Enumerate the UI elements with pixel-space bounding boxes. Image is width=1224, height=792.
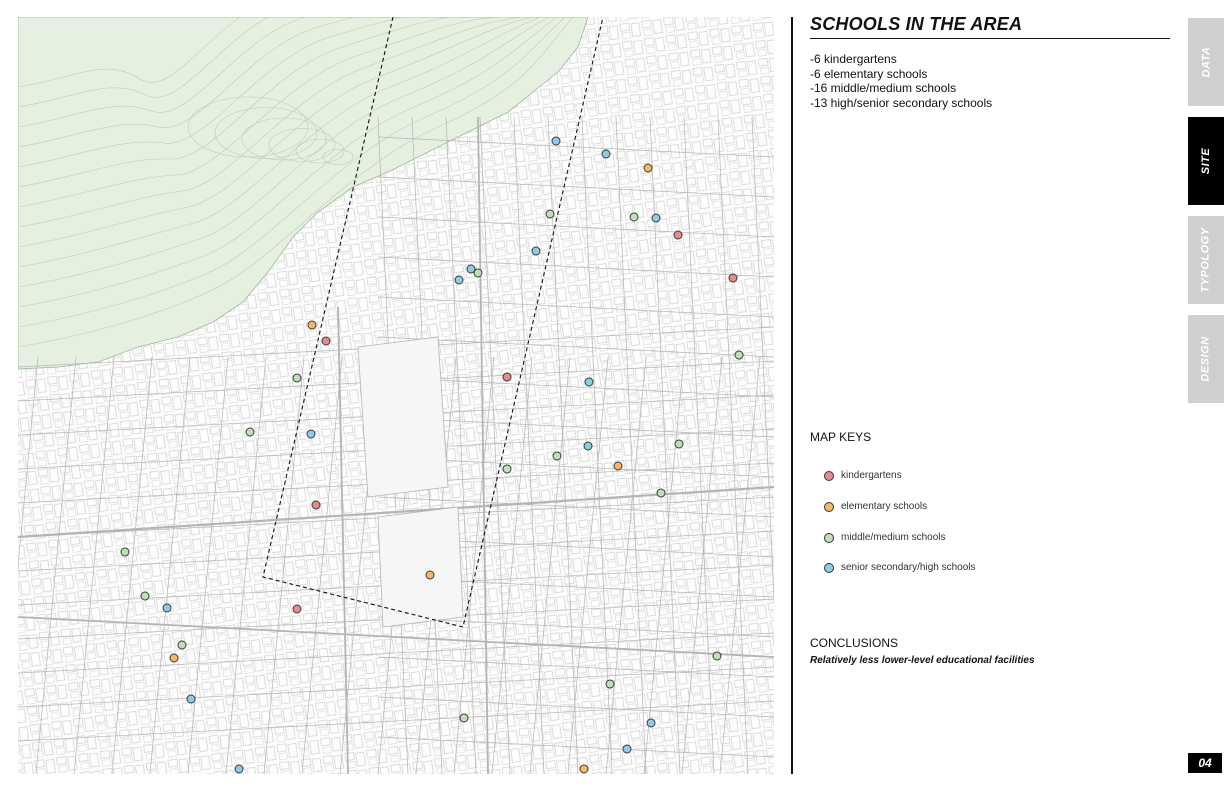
site-map[interactable] xyxy=(18,17,774,774)
middle-school-marker[interactable] xyxy=(630,213,638,221)
school-stats xyxy=(810,52,992,110)
high-school-dot-icon xyxy=(824,563,834,573)
elementary-school-marker[interactable] xyxy=(308,321,316,329)
middle-school-marker[interactable] xyxy=(246,428,254,436)
key-kindergartens xyxy=(824,470,902,481)
key-label: kindergartens xyxy=(841,470,902,481)
key-middle xyxy=(824,532,946,543)
site-map-canvas xyxy=(18,17,774,774)
middle-school-marker[interactable] xyxy=(713,652,721,660)
stat-high: -13 high/senior secondary schools xyxy=(810,95,993,110)
kindergarten-marker[interactable] xyxy=(729,274,737,282)
key-label: middle/medium schools xyxy=(841,532,946,543)
high-school-marker[interactable] xyxy=(584,442,592,450)
high-school-marker[interactable] xyxy=(552,137,560,145)
high-school-marker[interactable] xyxy=(532,247,540,255)
high-school-marker[interactable] xyxy=(455,276,463,284)
high-school-marker[interactable] xyxy=(647,719,655,727)
high-school-marker[interactable] xyxy=(163,604,171,612)
middle-school-marker[interactable] xyxy=(735,351,743,359)
middle-school-marker[interactable] xyxy=(178,641,186,649)
conclusions-title: CONCLUSIONS xyxy=(810,636,899,650)
kindergarten-marker[interactable] xyxy=(322,337,330,345)
high-school-marker[interactable] xyxy=(652,214,660,222)
tab-site[interactable] xyxy=(1188,117,1224,205)
page-number: 04 xyxy=(1188,753,1222,773)
tab-label: SITE xyxy=(1199,147,1212,175)
tab-typology[interactable] xyxy=(1188,216,1224,304)
middle-school-marker[interactable] xyxy=(553,452,561,460)
elementary-school-marker[interactable] xyxy=(644,164,652,172)
key-label: senior secondary/high schools xyxy=(841,562,976,573)
middle-school-marker[interactable] xyxy=(503,465,511,473)
elementary-school-marker[interactable] xyxy=(170,654,178,662)
middle-school-marker[interactable] xyxy=(121,548,129,556)
middle-school-marker[interactable] xyxy=(460,714,468,722)
map-keys-title: MAP KEYS xyxy=(810,430,872,444)
elementary-dot-icon xyxy=(824,502,834,512)
kindergarten-marker[interactable] xyxy=(293,605,301,613)
kindergarten-marker[interactable] xyxy=(312,501,320,509)
high-school-marker[interactable] xyxy=(187,695,195,703)
middle-school-marker[interactable] xyxy=(657,489,665,497)
elementary-school-marker[interactable] xyxy=(426,571,434,579)
stat-kindergartens: -6 kindergartens xyxy=(810,52,897,66)
elementary-school-marker[interactable] xyxy=(614,462,622,470)
middle-school-marker[interactable] xyxy=(474,269,482,277)
high-school-marker[interactable] xyxy=(602,150,610,158)
middle-school-marker[interactable] xyxy=(293,374,301,382)
high-school-marker[interactable] xyxy=(235,765,243,773)
stat-middle: -16 middle/medium schools xyxy=(810,81,957,96)
page-title: SCHOOLS IN THE AREA xyxy=(810,14,1170,39)
middle-school-marker[interactable] xyxy=(675,440,683,448)
middle-school-marker[interactable] xyxy=(546,210,554,218)
tab-label: TYPOLOGY xyxy=(1200,227,1212,293)
stat-elementary: -6 elementary schools xyxy=(810,66,928,81)
key-high xyxy=(824,562,976,573)
middle-school-marker[interactable] xyxy=(606,680,614,688)
conclusions-text: Relatively less lower-level educational facilities xyxy=(810,655,1035,666)
panel-divider xyxy=(791,17,793,774)
tab-label: DESIGN xyxy=(1200,336,1212,382)
middle-school-marker[interactable] xyxy=(141,592,149,600)
elementary-school-marker[interactable] xyxy=(580,765,588,773)
key-label: elementary schools xyxy=(841,501,928,512)
middle-school-dot-icon xyxy=(824,533,834,543)
tab-label: DATA xyxy=(1199,46,1212,78)
high-school-marker[interactable] xyxy=(307,430,315,438)
tab-data[interactable] xyxy=(1188,18,1224,106)
kindergarten-dot-icon xyxy=(824,471,834,481)
kindergarten-marker[interactable] xyxy=(674,231,682,239)
tab-design[interactable] xyxy=(1188,315,1224,403)
high-school-marker[interactable] xyxy=(585,378,593,386)
high-school-marker[interactable] xyxy=(623,745,631,753)
key-elementary xyxy=(824,501,927,512)
kindergarten-marker[interactable] xyxy=(503,373,511,381)
